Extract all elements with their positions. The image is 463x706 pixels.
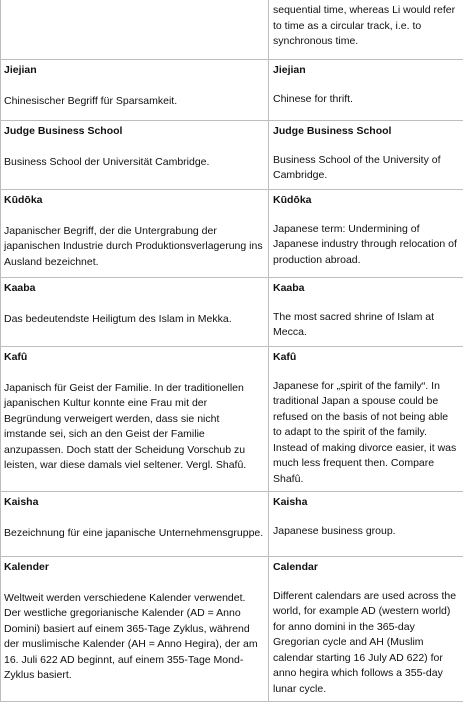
german-term: Kalender xyxy=(4,561,49,573)
table-row xyxy=(1,492,463,557)
english-term: Kūdōka xyxy=(273,194,312,206)
german-cell xyxy=(1,121,269,190)
english-definition: Business School of the University of Cambridge. xyxy=(273,153,441,181)
german-cell xyxy=(1,60,269,121)
english-cell xyxy=(269,0,463,60)
table-row xyxy=(1,190,463,278)
english-cell xyxy=(269,60,463,121)
english-cell xyxy=(269,347,463,492)
english-definition: Japanese term: Undermining of Japanese industry through relocation of production abroad. xyxy=(273,222,457,266)
english-term: Calendar xyxy=(273,561,318,573)
table-row xyxy=(1,121,463,190)
german-cell xyxy=(1,557,269,702)
table-row xyxy=(1,278,463,347)
german-cell xyxy=(1,190,269,278)
english-cell xyxy=(269,278,463,347)
german-definition: Bezeichnung für eine japanische Unternehmensgruppe. xyxy=(4,526,264,539)
english-definition: Different calendars are used across the world, for example AD (western world) for anno domini in the 365-day Gregorian cycle and AH (Muslim calendar starting 16 July AD 622) for anno hegira which follows a 355-day lunar cycle. xyxy=(273,589,457,695)
german-cell xyxy=(1,347,269,492)
german-term: Kūdōka xyxy=(4,194,43,206)
german-definition: Business School der Universität Cambridge. xyxy=(4,155,210,168)
table-row xyxy=(1,557,463,702)
german-term: Judge Business School xyxy=(4,125,123,137)
english-definition: Japanese for „spirit of the family“. In traditional Japan a spouse could be refused on the basis of not being able to adapt to the spirit of the family. Instead of making divorce easier, it was much less frequent then. Compare Shafû. xyxy=(273,379,457,485)
english-cell xyxy=(269,557,463,702)
german-cell xyxy=(1,0,269,60)
english-definition: sequential time, whereas Li would refer to time as a circular track, i.e. to synchronous time. xyxy=(273,4,456,47)
english-cell xyxy=(269,492,463,557)
german-cell xyxy=(1,492,269,557)
german-definition: Das bedeutendste Heiligtum des Islam in Mekka. xyxy=(4,312,232,325)
table-row xyxy=(1,0,463,60)
german-definition: Japanisch für Geist der Familie. In der traditionellen japanischen Kultur konnte eine Frau mit der Begründung verweigert werden, dass sie nicht imstande sei, sich an den Geist der Familie anzupassen. Doch statt der Scheidung Vorschub zu leisten, war diese damals viel seltener. Vergl. Shafû. xyxy=(4,381,247,471)
english-term: Kafû xyxy=(273,351,297,363)
english-definition: Chinese for thrift. xyxy=(273,92,353,105)
english-term: Kaisha xyxy=(273,496,308,508)
german-term: Kaisha xyxy=(4,496,39,508)
german-definition: Japanischer Begriff, der die Untergrabung der japanischen Industrie durch Produktionsverlagerung ins Ausland bezeichnet. xyxy=(4,224,263,268)
german-definition: Chinesischer Begriff für Sparsamkeit. xyxy=(4,94,178,107)
table-row xyxy=(1,347,463,492)
english-term: Jiejian xyxy=(273,64,306,76)
german-term: Kaaba xyxy=(4,282,36,294)
english-definition: The most sacred shrine of Islam at Mecca. xyxy=(273,310,435,338)
english-cell xyxy=(269,190,463,278)
english-term: Judge Business School xyxy=(273,125,392,137)
german-cell xyxy=(1,278,269,347)
table-row xyxy=(1,60,463,121)
english-definition: Japanese business group. xyxy=(273,524,396,537)
german-term: Jiejian xyxy=(4,64,37,76)
german-definition: Weltweit werden verschiedene Kalender verwendet. Der westliche gregorianische Kalender (AD = Anno Domini) basiert auf einem 365-Tage Zyklus, während der muslimische Kalender (AH = Anno Hegira), der am 16. Juli 622 AD beginnt, auf einem 355-Tage Mond-Zyklus basiert. xyxy=(4,591,258,681)
german-term: Kafû xyxy=(4,351,28,363)
english-term: Kaaba xyxy=(273,282,305,294)
english-cell xyxy=(269,121,463,190)
